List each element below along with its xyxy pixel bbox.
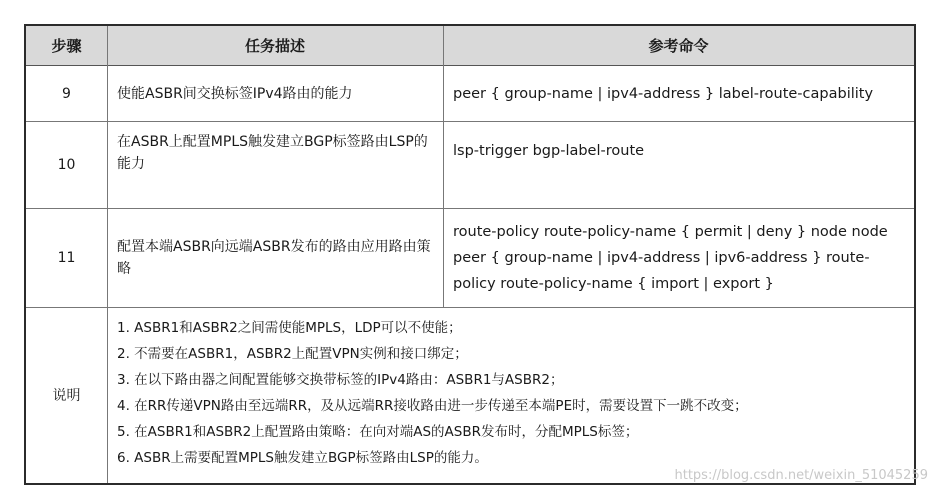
reference-command: peer { group-name | ipv4-address } label-route-capability [453,85,874,102]
step-number: 11 [57,250,76,266]
reference-command: lsp-trigger bgp-label-route [453,143,645,159]
note-item: 3. 在以下路由器之间配置能够交换带标签的IPv4路由：ASBR1与ASBR2； [117,372,564,388]
header-step: 步骤 [51,37,82,55]
note-item: 6. ASBR上需要配置MPLS触发建立BGP标签路由LSP的能力。 [117,450,488,466]
task-description: 配置本端ASBR向远端ASBR发布的路由应用路由策略 [117,239,431,277]
note-item: 1. ASBR1和ASBR2之间需使能MPLS，LDP可以不使能； [117,320,462,336]
notes-list [107,315,914,481]
note-item: 2. 不需要在ASBR1，ASBR2上配置VPN实例和接口绑定； [117,346,468,362]
row-divider [26,307,914,308]
notes-label: 说明 [52,387,81,404]
step-number: 10 [57,157,76,173]
header-command: 参考命令 [648,37,709,55]
note-item: 5. 在ASBR1和ASBR2上配置路由策略：在向对端AS的ASBR发布时，分配MPLS标签； [117,424,639,440]
task-description: 在ASBR上配置MPLS触发建立BGP标签路由LSP的能力 [117,134,428,172]
step-number: 9 [62,85,71,102]
note-item: 4. 在RR传递VPN路由至远端RR，及从远端RR接收路由进一步传递至本端PE时，需要设置下一跳不改变； [117,398,748,414]
watermark-text: https://blog.csdn.net/weixin_51045259 [674,468,928,483]
reference-command: route-policy route-policy-name { permit | deny } node node peer { group-name | ipv4-address | ipv6-address } route-policy route-policy-name { import | export } [453,224,888,292]
config-table [24,24,916,485]
task-description: 使能ASBR间交换标签IPv4路由的能力 [117,85,353,102]
header-task: 任务描述 [244,37,305,55]
